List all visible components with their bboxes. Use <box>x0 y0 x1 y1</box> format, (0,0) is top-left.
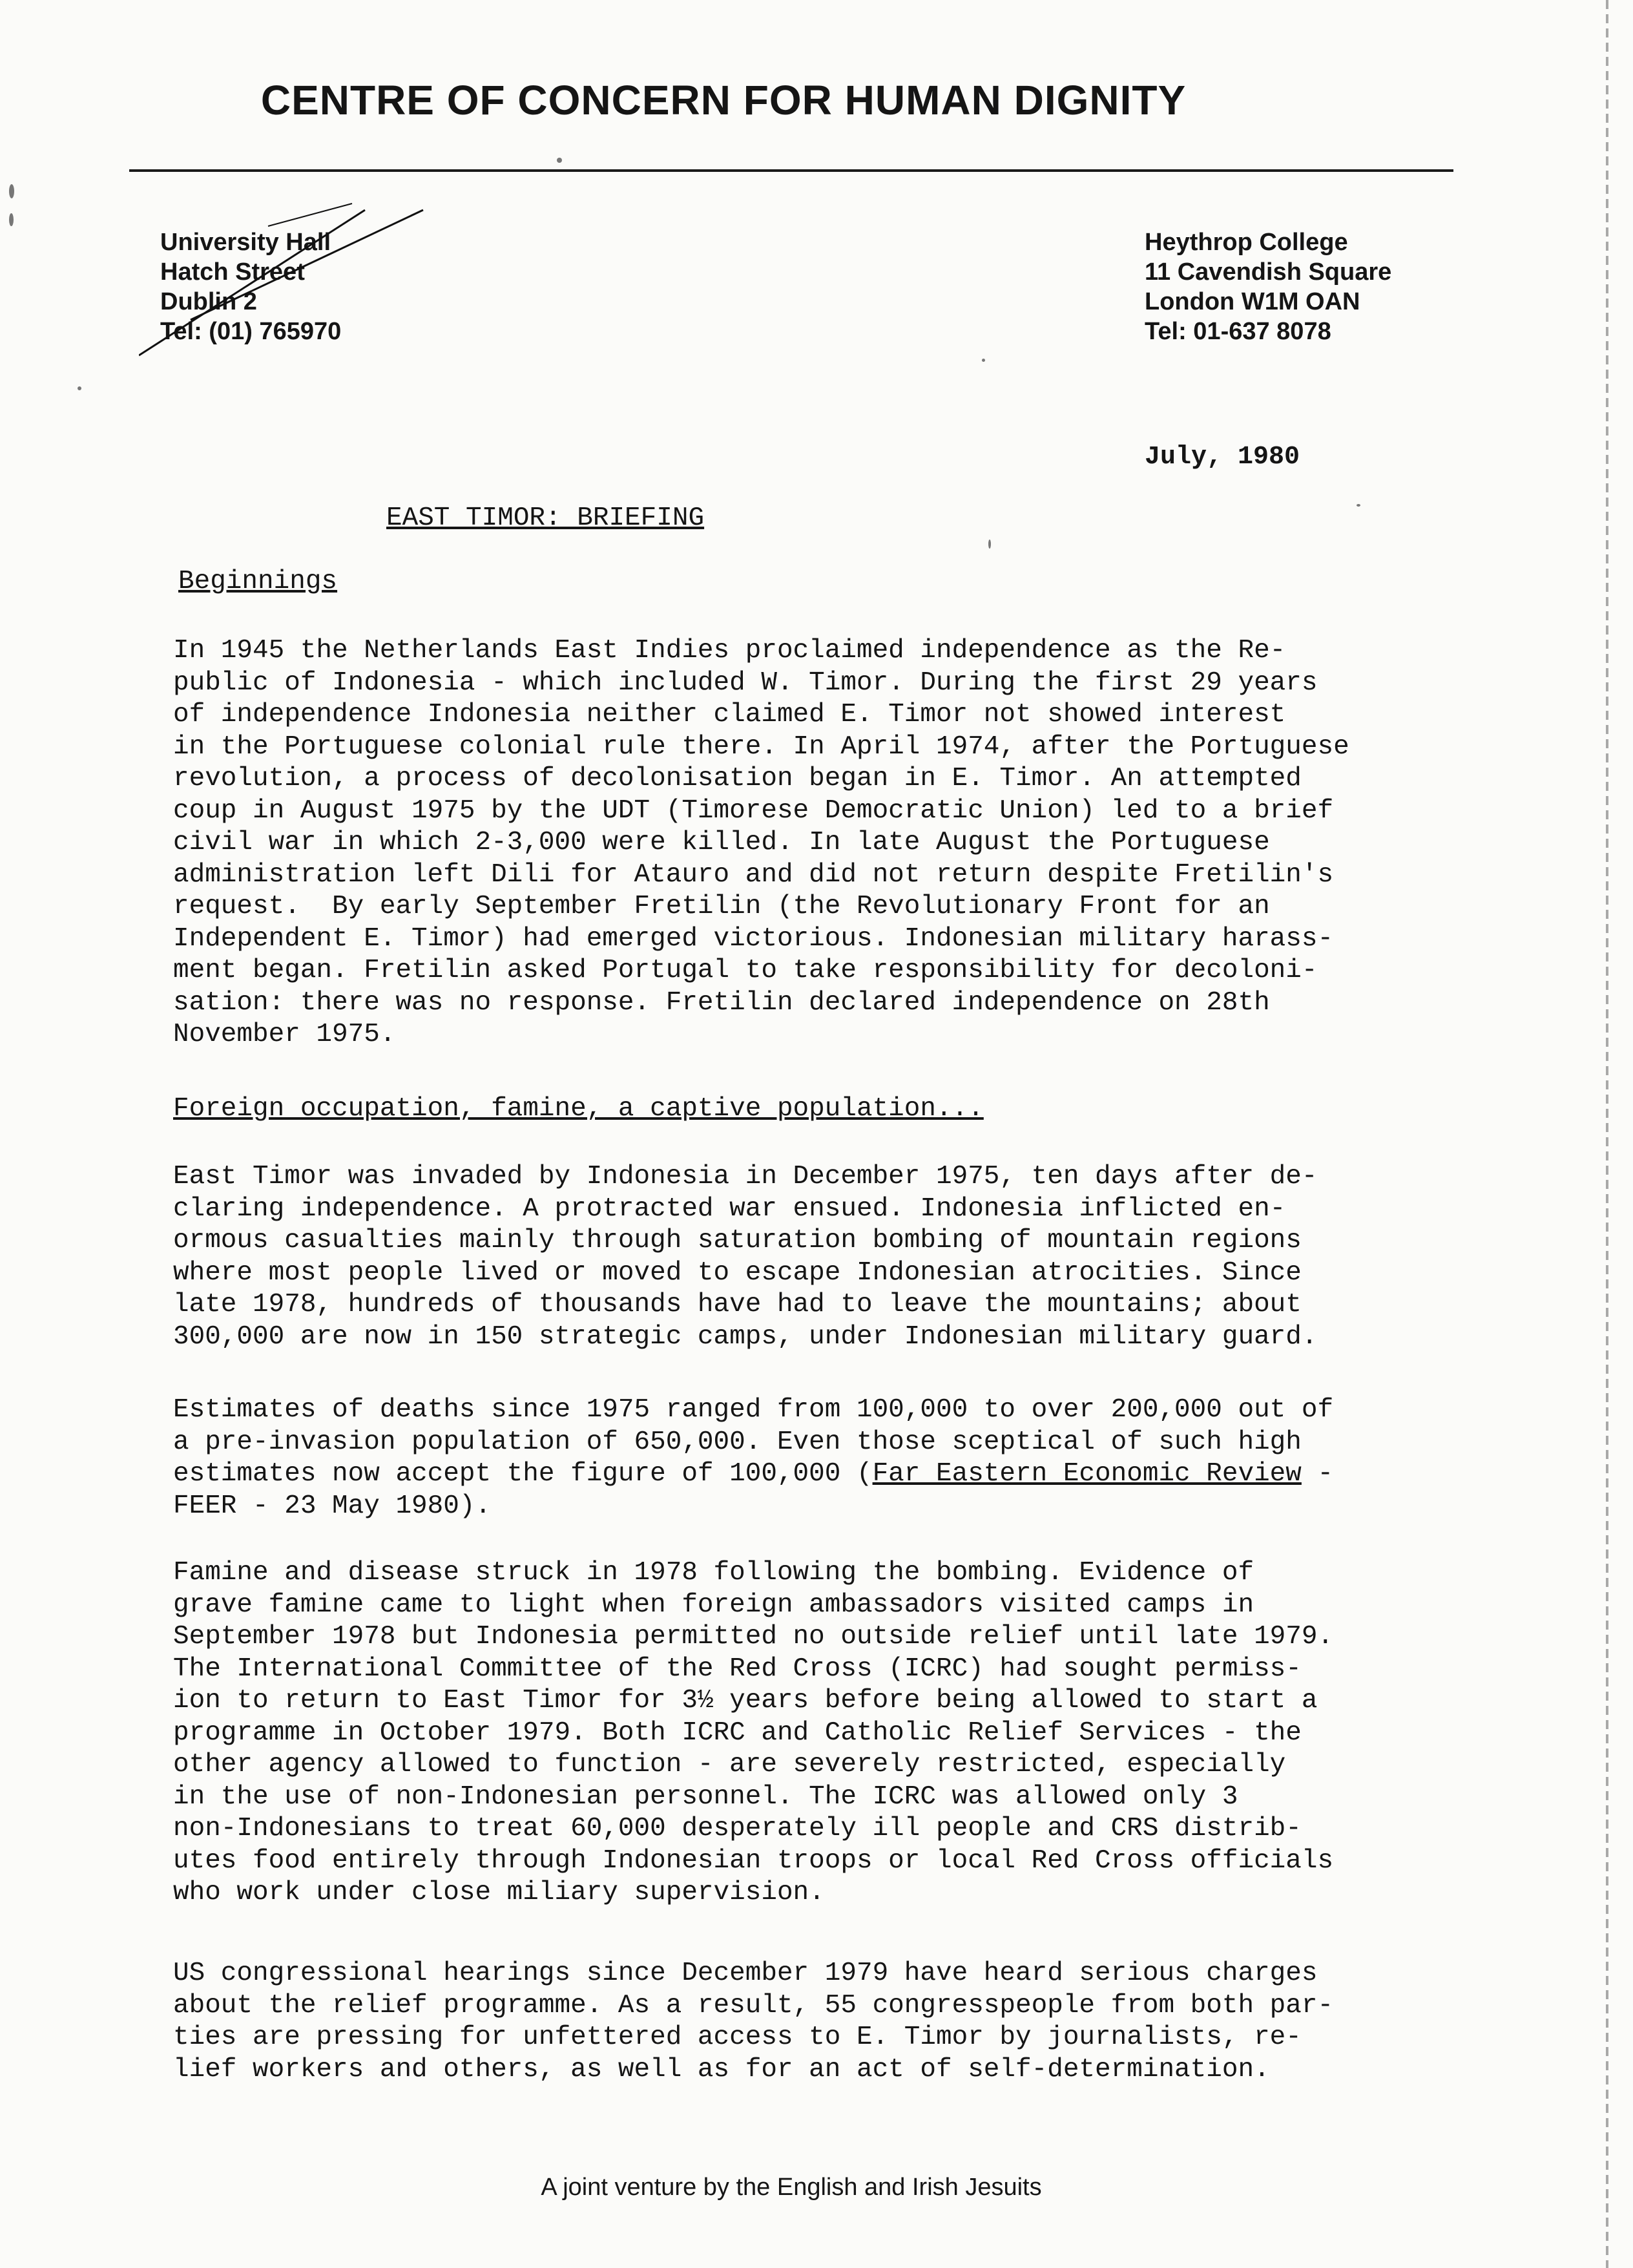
text-line: Famine and disease struck in 1978 following the bombing. Evidence of <box>173 1558 1254 1588</box>
text-line: Independent E. Timor) had emerged victorious. Indonesian military harass- <box>173 923 1334 954</box>
text-line: In 1945 the Netherlands East Indies proclaimed independence as the Re- <box>173 636 1286 666</box>
text-line: sation: there was no response. Fretilin declared independence on 28th <box>173 987 1270 1018</box>
text-line: Estimates of deaths since 1975 ranged from 100,000 to over 200,000 out of <box>173 1395 1334 1425</box>
text-line: grave famine came to light when foreign ambassadors visited camps in <box>173 1590 1254 1620</box>
text-line: September 1978 but Indonesia permitted no outside relief until late 1979. <box>173 1622 1334 1652</box>
address-london-line: 11 Cavendish Square <box>1145 258 1392 286</box>
address-london-line: Heythrop College <box>1145 229 1348 256</box>
letterhead-title: CENTRE OF CONCERN FOR HUMAN DIGNITY <box>260 77 1187 123</box>
text-line: request. By early September Fretilin (the Revolutionary Front for an <box>173 892 1270 921</box>
text-line: lief workers and others, as well as for an act of self-determination. <box>173 2054 1270 2084</box>
letterhead-rule <box>129 169 1453 172</box>
text-line: claring independence. A protracted war ensued. Indonesia inflicted en- <box>173 1193 1286 1224</box>
address-dublin-line: Hatch Street <box>160 258 305 286</box>
footer-note: A joint venture by the English and Irish Jesuits <box>541 2174 1042 2201</box>
letter-date: July, 1980 <box>1145 443 1300 472</box>
text-line: where most people lived or moved to escape Indonesian atrocities. Since <box>173 1257 1302 1288</box>
text-line: coup in August 1975 by the UDT (Timorese Democratic Union) led to a brief <box>173 795 1334 826</box>
text-line: a pre-invasion population of 650,000. Even those sceptical of such high <box>173 1427 1302 1457</box>
text-line: US congressional hearings since December 1979 have heard serious charges <box>173 1958 1318 1988</box>
text-line: ormous casualties mainly through saturation bombing of mountain regions <box>173 1226 1302 1255</box>
text-line: FEER - 23 May 1980). <box>173 1491 492 1521</box>
text-line: of independence Indonesia neither claimed E. Timor not showed interest <box>173 700 1286 730</box>
text-line: November 1975. <box>173 1020 396 1049</box>
address-london-line: London W1M OAN <box>1145 288 1360 315</box>
text-line: non-Indonesians to treat 60,000 desperately ill people and CRS distrib- <box>173 1814 1302 1843</box>
text-line: administration left Dili for Atauro and did not return despite Fretilin's <box>173 859 1334 890</box>
text-line: utes food entirely through Indonesian troops or local Red Cross officials <box>173 1845 1334 1876</box>
text-line: programme in October 1979. Both ICRC and Catholic Relief Services - the <box>173 1717 1302 1748</box>
publication-reference: Far Eastern Economic Review <box>872 1459 1302 1489</box>
address-london-phone: Tel: 01-637 8078 <box>1145 318 1331 345</box>
paragraph-beginnings <box>173 635 1465 1051</box>
text-line: in the Portuguese colonial rule there. In April 1974, after the Portuguese <box>173 731 1349 762</box>
paragraph-famine <box>173 1557 1465 1909</box>
text-line <box>173 1458 1465 1491</box>
scan-edge-marks <box>1606 0 1608 2268</box>
text-line: 300,000 are now in 150 strategic camps, under Indonesian military guard. <box>173 1321 1318 1352</box>
address-dublin-line: Dublin 2 <box>160 288 257 315</box>
text-line: about the relief programme. As a result, 55 congresspeople from both par- <box>173 1990 1334 2021</box>
text-line: who work under close miliary supervision. <box>173 1878 825 1907</box>
section-heading-beginnings: Beginnings <box>178 567 338 596</box>
address-dublin-line: University Hall <box>160 229 331 256</box>
text-line: The International Committee of the Red Cross (ICRC) had sought permiss- <box>173 1654 1302 1684</box>
text-line: late 1978, hundreds of thousands have had to leave the mountains; about <box>173 1290 1302 1319</box>
text-line: civil war in which 2-3,000 were killed. In late August the Portuguese <box>173 828 1270 857</box>
text-segment: estimates now accept the figure of 100,000 ( <box>173 1459 873 1489</box>
paragraph-congress <box>173 1958 1465 2086</box>
text-line: ion to return to East Timor for 3½ years before being allowed to start a <box>173 1686 1318 1716</box>
address-london <box>1145 227 1391 346</box>
section-heading-occupation: Foreign occupation, famine, a captive population... <box>173 1094 984 1124</box>
text-line: public of Indonesia - which included W. Timor. During the first 29 years <box>173 667 1318 698</box>
text-line: in the use of non-Indonesian personnel. The ICRC was allowed only 3 <box>173 1781 1238 1812</box>
text-line: ties are pressing for unfettered access to E. Timor by journalists, re- <box>173 2022 1302 2052</box>
text-line: East Timor was invaded by Indonesia in December 1975, ten days after de- <box>173 1162 1318 1192</box>
address-dublin-phone: Tel: (01) 765970 <box>160 318 342 345</box>
handwritten-strikethrough <box>139 191 436 359</box>
paragraph-invasion <box>173 1161 1465 1353</box>
text-line: ment began. Fretilin asked Portugal to take responsibility for decoloni- <box>173 956 1318 985</box>
paragraph-death-estimates <box>173 1394 1465 1522</box>
document-title: EAST TIMOR: BRIEFING <box>386 503 705 533</box>
text-line: other agency allowed to function - are severely restricted, especially <box>173 1750 1286 1780</box>
text-line: revolution, a process of decolonisation began in E. Timor. An attempted <box>173 764 1302 793</box>
text-segment: - <box>1301 1459 1334 1489</box>
